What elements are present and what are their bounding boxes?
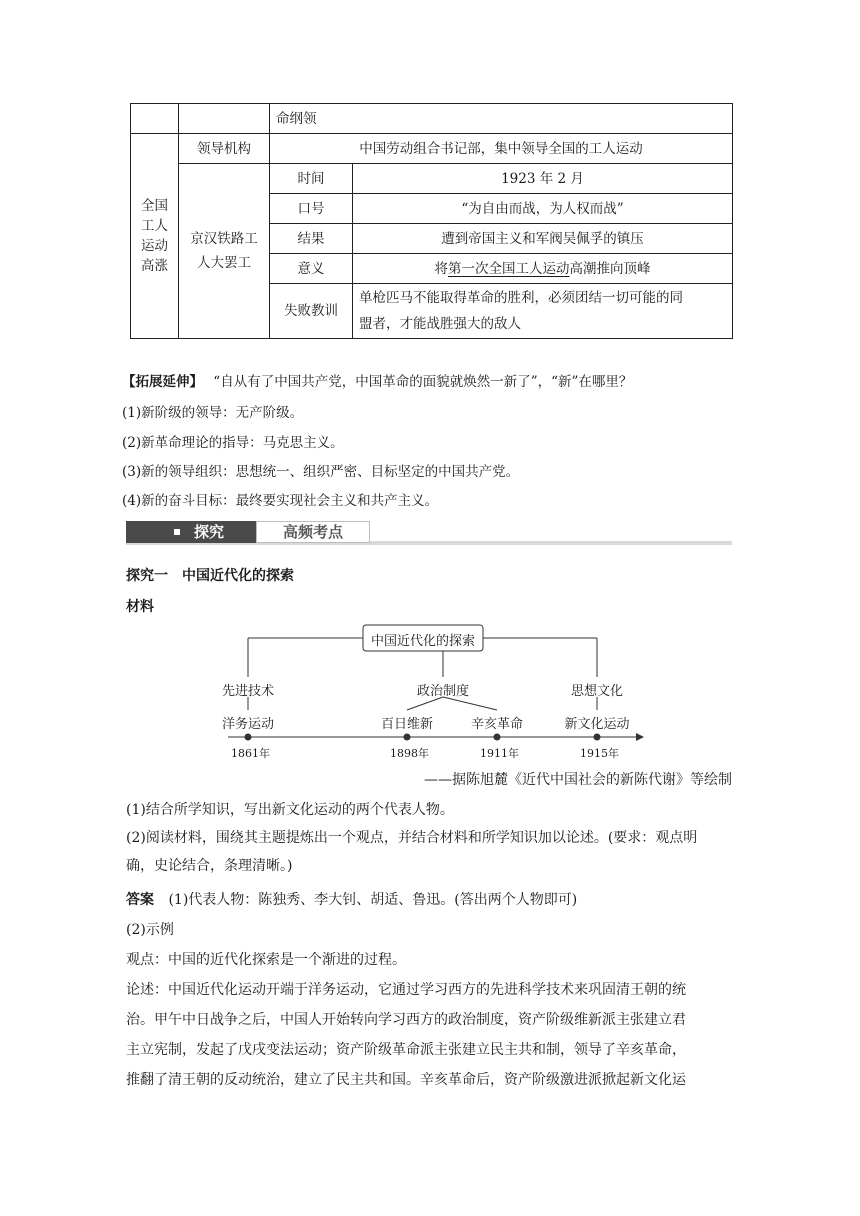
diagram-year-label: 1915年: [580, 747, 619, 760]
diagram-branch-label: 思想文化: [570, 684, 623, 699]
argument-line: 治。甲午中日战争之后，中国人开始转向学习西方的政治制度，资产阶级维新派主张建立君: [126, 1012, 686, 1028]
group-label-line: 运动: [141, 238, 168, 254]
argument-line: 论述：中国近代化运动开端于洋务运动，它通过学习西方的先进科学技术来巩固清王朝的统: [126, 982, 686, 998]
extension-point: (2)新革命理论的指导：马克思主义。: [122, 435, 344, 451]
row-label-cell: 结果: [270, 224, 353, 254]
row-label-cell: 意义: [270, 254, 353, 284]
group-label-line: 工人: [141, 218, 168, 234]
row-value-cell: “为自由而战，为人权而战”: [353, 194, 733, 224]
diagram-year-label: 1911年: [480, 747, 519, 760]
strike-label-line: 京汉铁路工: [190, 231, 258, 247]
extension-point: (1)新阶级的领导：无产阶级。: [122, 405, 304, 421]
argument-line: 主立宪制，发起了戊戌变法运动；资产阶级革命派主张建立民主共和制，领导了辛亥革命，: [126, 1042, 686, 1058]
row-label-cell: 口号: [270, 194, 353, 224]
diagram-branch-label: 政治制度: [416, 684, 469, 699]
section-banner-label: 探究: [194, 523, 225, 541]
question-2-line: 确，史论结合，条理清晰。): [126, 858, 293, 874]
section-sub-banner: 高频考点: [256, 521, 370, 543]
answer-1-text: (1)代表人物：陈独秀、李大钊、胡适、鲁迅。(答出两个人物即可): [168, 892, 578, 908]
diagram-event-label: 洋务运动: [221, 717, 274, 732]
question-1: (1)结合所学知识，写出新文化运动的两个代表人物。: [126, 802, 454, 818]
material-label: 材料: [126, 599, 154, 615]
viewpoint: 观点：中国的近代化探索是一个渐进的过程。: [126, 952, 406, 968]
inquiry-title: 探究一 中国近代化的探索: [126, 568, 294, 584]
leader-value-cell: 中国劳动组合书记部，集中领导全国的工人运动: [270, 134, 733, 164]
group-label-line: 全国: [141, 198, 168, 214]
diagram-root-label: 中国近代化的探索: [370, 634, 475, 649]
question-2-line: (2)阅读材料，围绕其主题提炼出一个观点，并结合材料和所学知识加以论述。(要求：观点明: [126, 830, 698, 846]
leader-label-cell: 领导机构: [179, 134, 270, 164]
row-label-cell: 失败教训: [270, 284, 353, 339]
answer-2: (2)示例: [126, 922, 174, 938]
extension-tag: 【拓展延伸】: [122, 374, 203, 390]
argument-line: 推翻了清王朝的反动统治，建立了民主共和国。辛亥革命后，资产阶级激进派掀起新文化运: [126, 1072, 686, 1088]
group-label-line: 高涨: [141, 258, 168, 274]
diagram-event-label: 新文化运动: [564, 717, 630, 732]
row-value-cell: 遭到帝国主义和军阀吴佩孚的镇压: [353, 224, 733, 254]
source-citation: ——据陈旭麓《近代中国社会的新陈代谢》等绘制: [424, 772, 732, 788]
row-label-cell: 时间: [270, 164, 353, 194]
extension-point: (4)新的奋斗目标：最终要实现社会主义和共产主义。: [122, 493, 439, 509]
extension-point: (3)新的领导组织：思想统一、组织严密、目标坚定的中国共产党。: [122, 464, 520, 480]
answer-1: [126, 886, 732, 914]
strike-label-line: 人大罢工: [197, 255, 251, 271]
table-cell: 命纲领: [270, 104, 733, 134]
value-text: 将: [434, 260, 448, 277]
diagram-event-label: 辛亥革命: [470, 717, 523, 732]
diagram-branch-label: 先进技术: [221, 684, 274, 699]
answer-label: 答案: [126, 892, 154, 908]
value-line: 单枪匹马不能取得革命的胜利，必须团结一切可能的同: [359, 290, 683, 306]
diagram-year-label: 1861年: [231, 747, 270, 760]
diagram-event-label: 百日维新: [380, 717, 433, 732]
value-line: 盟者，才能战胜强大的敌人: [359, 316, 521, 332]
extension-question-text: “自从有了中国共产党，中国革命的面貌就焕然一新了”，“新”在哪里？: [213, 374, 633, 390]
row-value-cell: 1923 年 2 月: [353, 164, 733, 194]
underlined-text: 第一次全国工人运动: [448, 260, 570, 277]
diagram-year-label: 1898年: [390, 747, 429, 760]
value-text: 高潮推向顶峰: [569, 260, 651, 277]
